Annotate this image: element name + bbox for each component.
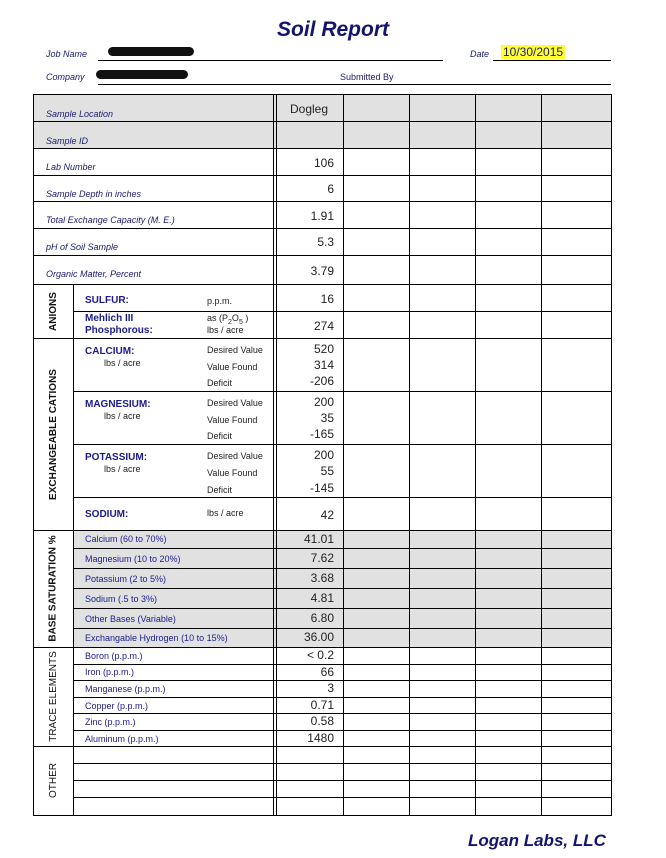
base-sat-item-value: 41.01 (303, 532, 334, 546)
company-label: Company (46, 72, 85, 82)
row-line (73, 730, 611, 731)
row-line (73, 680, 611, 681)
row-line (33, 284, 611, 285)
row-line (73, 568, 611, 569)
calcium-desired-value: 520 (313, 342, 334, 356)
col-divider-4 (541, 94, 542, 815)
potassium-found-label: Value Found (207, 468, 258, 478)
other-section (33, 746, 73, 815)
date-value: 10/30/2015 (503, 45, 564, 59)
magnesium-deficit-value: -165 (309, 427, 334, 441)
row-line (33, 175, 611, 176)
row-line (73, 697, 611, 698)
base-sat-item-label: Potassium (2 to 5%) (85, 574, 167, 584)
potassium-found-value: 55 (320, 464, 334, 478)
cations-section (33, 338, 73, 530)
row-line (33, 148, 611, 149)
company-underline (98, 84, 611, 85)
sample-depth-value: 6 (327, 182, 334, 196)
lab-number-label: Lab Number (46, 162, 96, 172)
sodium-value: 42 (320, 508, 334, 522)
job-name-value-redacted (108, 47, 194, 56)
row-line (33, 228, 611, 229)
footer-company: Logan Labs, LLC (468, 831, 606, 850)
base-saturation-section (33, 530, 73, 647)
sodium-label: SODIUM: (85, 509, 129, 520)
trace-item-value: 3 (327, 681, 334, 695)
row-line (73, 713, 611, 714)
trace-item-label: Boron (p.p.m.) (85, 651, 143, 661)
sample-depth-label: Sample Depth in inches (46, 189, 142, 199)
row-line (73, 608, 611, 609)
tec-label: Total Exchange Capacity (M. E.) (46, 215, 175, 225)
calcium-found-value: 314 (313, 358, 334, 372)
trace-item-label: Zinc (p.p.m.) (85, 717, 136, 727)
job-name-label: Job Name (46, 49, 88, 59)
organic-matter-value: 3.79 (310, 264, 334, 278)
calcium-found-label: Value Found (207, 362, 258, 372)
sulfur-unit: p.p.m. (207, 296, 233, 306)
row-line (33, 121, 611, 122)
trace-item-label: Iron (p.p.m.) (85, 667, 135, 677)
submitted-by-label: Submitted By (340, 72, 394, 82)
section-line (33, 530, 611, 531)
phosphorous-unit-line2: lbs / acre (207, 325, 244, 335)
row-line (33, 201, 611, 202)
row-line (73, 548, 611, 549)
tec-value: 1.91 (310, 209, 334, 223)
base-sat-item-label: Other Bases (Variable) (85, 614, 176, 624)
potassium-unit: lbs / acre (104, 464, 141, 474)
magnesium-label: MAGNESIUM: (85, 399, 151, 410)
cations-section-label: EXCHANGEABLE CATIONS (47, 368, 59, 500)
base-sat-item-value: 6.80 (310, 611, 334, 625)
date-label: Date (470, 49, 490, 59)
trace-item-value: 0.71 (310, 698, 334, 712)
trace-item-value: 1480 (307, 731, 334, 745)
section-line (33, 338, 611, 339)
trace-elements-section (33, 647, 73, 746)
ph-label: pH of Soil Sample (46, 242, 119, 252)
row-line (73, 780, 611, 781)
row-line (73, 797, 611, 798)
calcium-desired-label: Desired Value (207, 345, 263, 355)
anions-section (33, 284, 73, 338)
magnesium-deficit-label: Deficit (207, 431, 233, 441)
base-sat-item-label: Exchangable Hydrogen (10 to 15%) (85, 633, 228, 643)
phosphorous-value: 274 (313, 319, 334, 333)
date-underline (493, 60, 611, 61)
trace-item-value: 0.58 (310, 714, 334, 728)
anions-section-label: ANIONS (47, 291, 59, 331)
lab-number-value: 106 (313, 156, 334, 170)
phosphorous-unit-line1: as ($P_2O_5$ ) (207, 313, 249, 326)
potassium-label: POTASSIUM: (85, 452, 148, 463)
sodium-unit: lbs / acre (207, 508, 244, 518)
base-sat-item-value: 3.68 (310, 571, 334, 585)
row-line (73, 763, 611, 764)
trace-item-value: < 0.2 (306, 648, 334, 662)
magnesium-found-value: 35 (320, 411, 334, 425)
base-sat-item-label: Sodium (.5 to 3%) (85, 594, 158, 604)
potassium-desired-label: Desired Value (207, 451, 263, 461)
organic-matter-label: Organic Matter, Percent (46, 269, 142, 279)
phosphorous-label-line1: Mehlich III (85, 313, 134, 324)
trace-item-value: 66 (320, 665, 334, 679)
row-line (73, 391, 611, 392)
company-value-redacted (96, 70, 188, 79)
sulfur-value: 16 (320, 292, 334, 306)
base-sat-item-label: Calcium (60 to 70%) (85, 534, 167, 544)
row-line (33, 255, 611, 256)
col-divider-2 (409, 94, 410, 815)
magnesium-desired-value: 200 (313, 395, 334, 409)
potassium-deficit-label: Deficit (207, 485, 233, 495)
base-saturation-section-label: BASE SATURATION % (47, 535, 59, 642)
row-line (73, 664, 611, 665)
sample-location-value: Dogleg (289, 102, 329, 116)
calcium-deficit-value: -206 (309, 374, 334, 388)
page-title: Soil Report (276, 18, 389, 41)
trace-item-label: Aluminum (p.p.m.) (85, 734, 159, 744)
calcium-label: CALCIUM: (85, 346, 135, 357)
phosphorous-label-line2: Phosphorous: (85, 325, 153, 336)
trace-elements-section-label: TRACE ELEMENTS (47, 651, 59, 742)
section-divider (73, 284, 74, 815)
base-sat-item-label: Magnesium (10 to 20%) (85, 554, 181, 564)
magnesium-found-label: Value Found (207, 415, 258, 425)
row-line (73, 444, 611, 445)
base-sat-item-value: 7.62 (310, 551, 334, 565)
ph-value: 5.3 (317, 235, 334, 249)
row-line (73, 311, 611, 312)
base-sat-item-value: 4.81 (310, 591, 334, 605)
other-section-label: OTHER (47, 763, 59, 798)
sulfur-label: SULFUR: (85, 295, 129, 306)
col-divider-1 (343, 94, 344, 815)
base-sat-item-value: 36.00 (303, 630, 334, 644)
potassium-deficit-value: -145 (309, 481, 334, 495)
magnesium-desired-label: Desired Value (207, 398, 263, 408)
trace-item-label: Copper (p.p.m.) (85, 701, 149, 711)
trace-item-label: Manganese (p.p.m.) (85, 684, 166, 694)
section-line (33, 746, 611, 747)
job-name-underline (98, 60, 443, 61)
potassium-desired-value: 200 (313, 448, 334, 462)
calcium-unit: lbs / acre (104, 358, 141, 368)
col-divider-3 (475, 94, 476, 815)
row-line (73, 628, 611, 629)
row-line (73, 588, 611, 589)
calcium-deficit-label: Deficit (207, 378, 233, 388)
magnesium-unit: lbs / acre (104, 411, 141, 421)
sample-id-label: Sample ID (46, 136, 89, 146)
sample-location-label: Sample Location (46, 109, 114, 119)
row-line (73, 497, 611, 498)
